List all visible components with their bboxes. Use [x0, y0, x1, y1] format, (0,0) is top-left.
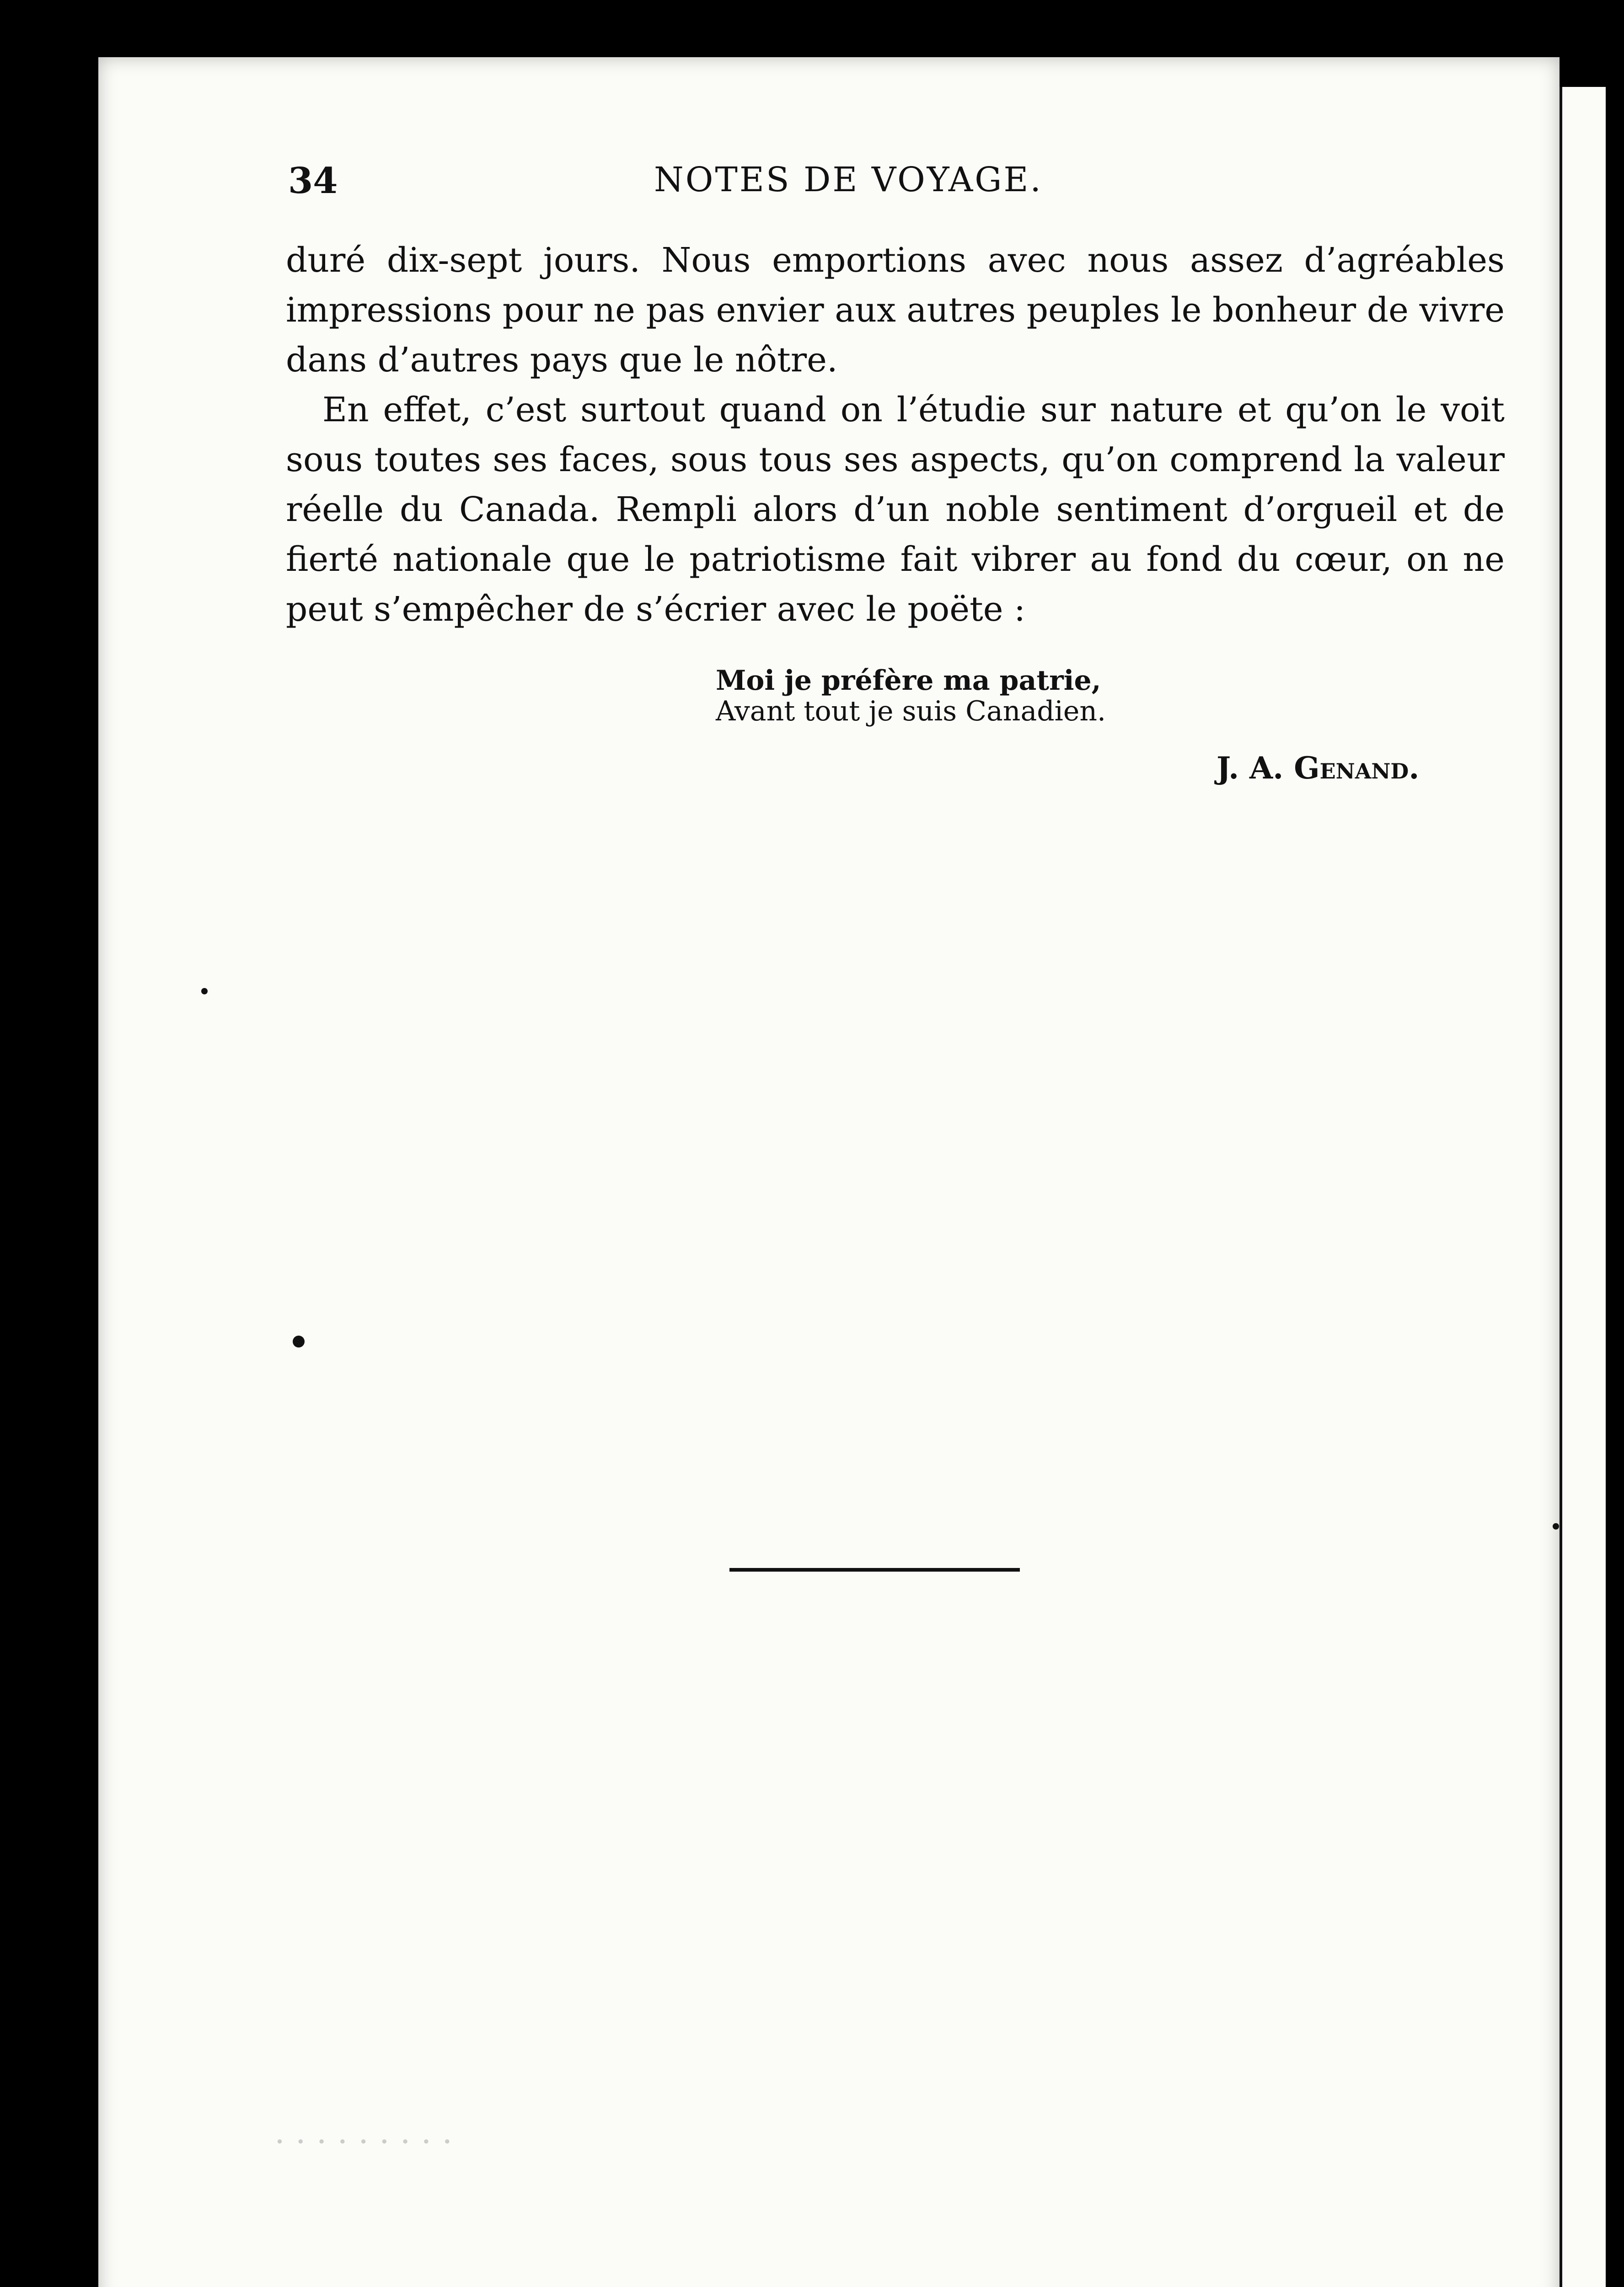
author-signature: J. A. Genand. — [1217, 750, 1420, 786]
paragraph-2: En effet, c’est surtout quand on l’étudie sur nature et qu’on le voit sous toutes ses faces, sous tous ses aspects, qu’on comprend la valeur réelle du Canada. Rempli alors d’un noble sentiment d’orgueil et de fierté nationale que le patriotisme fait vibrer au fond du cœur, on ne peut s’empêcher de s’écrier avec le poëte : — [286, 390, 1505, 629]
running-title: NOTES DE VOYAGE. — [654, 160, 1043, 199]
paragraph-1: duré dix-sept jours. Nous emportions avec nous assez d’agréables impressions pour ne pas envier aux autres peuples le bonheur de vivre dans d’autres pays que le nôtre. — [286, 241, 1505, 380]
verse-quotation — [716, 666, 1106, 727]
ink-speck — [201, 988, 208, 994]
page-number: 34 — [288, 160, 338, 202]
end-rule-divider — [729, 1568, 1020, 1572]
ink-speck — [1553, 1523, 1559, 1530]
ink-speck — [293, 1336, 305, 1348]
body-text — [286, 236, 1505, 634]
facing-page-edge — [1560, 87, 1606, 2287]
verse-line-1: Moi je préfère ma patrie, — [716, 665, 1101, 697]
running-head — [288, 160, 1409, 210]
show-through-text: · · · · · · · · · — [274, 2122, 453, 2161]
verse-line-2: Avant tout je suis Canadien. — [716, 695, 1106, 727]
